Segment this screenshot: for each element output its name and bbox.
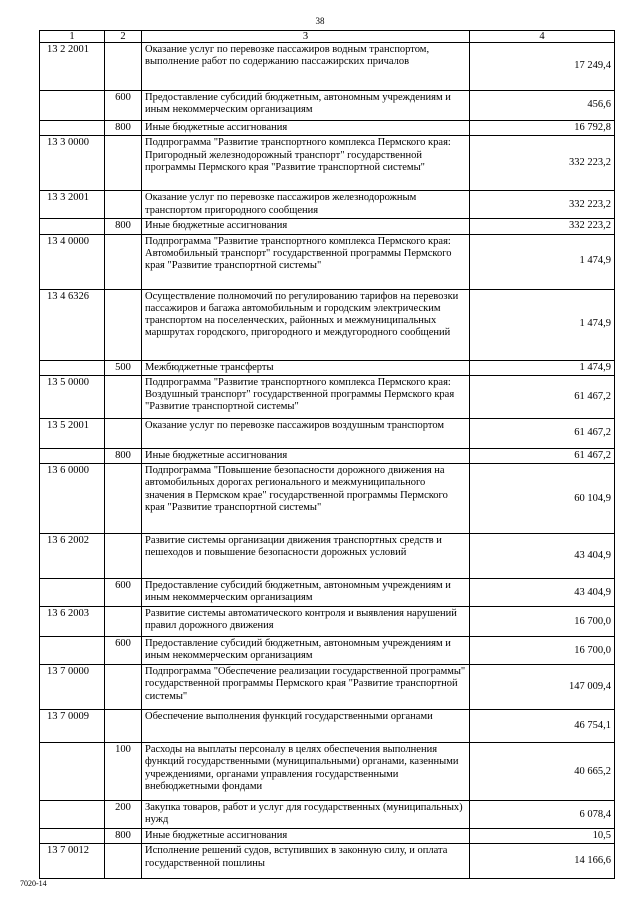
amount-cell: 61 467,2: [470, 418, 615, 448]
page-number: 38: [315, 16, 325, 26]
table-row: [40, 448, 615, 463]
code-cell: [40, 743, 105, 801]
code-cell: 13 3 0000: [40, 136, 105, 191]
subcode-cell: 800: [105, 219, 142, 234]
table-row: [40, 219, 615, 234]
amount-cell: 332 223,2: [470, 136, 615, 191]
amount-cell: 1 474,9: [470, 289, 615, 360]
code-cell: 13 4 0000: [40, 234, 105, 289]
table-row: [40, 136, 615, 191]
amount-cell: 147 009,4: [470, 665, 615, 710]
table-row: [40, 743, 615, 801]
amount-cell: 43 404,9: [470, 534, 615, 579]
budget-table: [39, 30, 615, 879]
code-cell: [40, 121, 105, 136]
amount-cell: 16 700,0: [470, 607, 615, 637]
code-cell: [40, 579, 105, 607]
code-cell: [40, 829, 105, 844]
description-cell: Иные бюджетные ассигнования: [142, 121, 470, 136]
subcode-cell: [105, 844, 142, 879]
table-row: [40, 43, 615, 91]
subcode-cell: [105, 607, 142, 637]
code-cell: [40, 637, 105, 665]
amount-cell: 17 249,4: [470, 43, 615, 91]
amount-cell: 14 166,6: [470, 844, 615, 879]
description-cell: Исполнение решений судов, вступивших в законную силу, и оплата государственной пошлины: [142, 844, 470, 879]
code-cell: [40, 360, 105, 375]
code-cell: 13 6 0000: [40, 464, 105, 534]
description-cell: Оказание услуг по перевозке пассажиров водным транспортом, выполнение работ по содержанию пассажирских причалов: [142, 43, 470, 91]
table-body: [40, 43, 615, 879]
amount-cell: 16 700,0: [470, 637, 615, 665]
description-cell: Иные бюджетные ассигнования: [142, 829, 470, 844]
subcode-cell: 800: [105, 121, 142, 136]
description-cell: Подпрограмма "Развитие транспортного комплекса Пермского края: Автомобильный транспорт" государственной программы Пермского края "Развитие транспортной системы": [142, 234, 470, 289]
description-cell: Иные бюджетные ассигнования: [142, 219, 470, 234]
code-cell: 13 6 2003: [40, 607, 105, 637]
subcode-cell: [105, 534, 142, 579]
table-row: [40, 665, 615, 710]
amount-cell: 10,5: [470, 829, 615, 844]
description-cell: Осуществление полномочий по регулированию тарифов на перевозки пассажиров и багажа автомобильным и городским электрическим транспортом на поселенческих, районных и межмуниципальных маршрутах городского, пригородного и междугородного сообщений: [142, 289, 470, 360]
description-cell: Подпрограмма "Развитие транспортного комплекса Пермского края: Пригородный железнодорожный транспорт" государственной программы Пермского края "Развитие транспортной системы": [142, 136, 470, 191]
code-cell: 13 5 2001: [40, 418, 105, 448]
table-row: [40, 234, 615, 289]
table-row: [40, 121, 615, 136]
subcode-cell: [105, 43, 142, 91]
code-cell: 13 2 2001: [40, 43, 105, 91]
subcode-cell: [105, 289, 142, 360]
column-header-row: [40, 31, 615, 43]
column-header-1: 1: [40, 31, 105, 43]
table-row: [40, 534, 615, 579]
code-cell: 13 7 0009: [40, 710, 105, 743]
description-cell: Подпрограмма "Развитие транспортного комплекса Пермского края: Воздушный транспорт" государственной программы Пермского края "Развитие транспортной системы": [142, 375, 470, 418]
amount-cell: 332 223,2: [470, 191, 615, 219]
amount-cell: 6 078,4: [470, 801, 615, 829]
amount-cell: 1 474,9: [470, 360, 615, 375]
code-cell: [40, 91, 105, 121]
description-cell: Закупка товаров, работ и услуг для государственных (муниципальных) нужд: [142, 801, 470, 829]
subcode-cell: [105, 665, 142, 710]
description-cell: Предоставление субсидий бюджетным, автономным учреждениям и иным некоммерческим организациям: [142, 91, 470, 121]
amount-cell: 61 467,2: [470, 448, 615, 463]
column-header-2: 2: [105, 31, 142, 43]
code-cell: 13 5 0000: [40, 375, 105, 418]
amount-cell: 46 754,1: [470, 710, 615, 743]
code-cell: 13 7 0000: [40, 665, 105, 710]
table-row: [40, 844, 615, 879]
description-cell: Расходы на выплаты персоналу в целях обеспечения выполнения функций государственными (муниципальными) органами, казенными учреждениями, органами управления государственными внебюджетными фондами: [142, 743, 470, 801]
footer-code: 7020-14: [20, 879, 47, 888]
subcode-cell: [105, 375, 142, 418]
subcode-cell: [105, 418, 142, 448]
table-row: [40, 191, 615, 219]
subcode-cell: [105, 234, 142, 289]
description-cell: Развитие системы организации движения транспортных средств и пешеходов и повышение безопасности дорожных условий: [142, 534, 470, 579]
description-cell: Подпрограмма "Повышение безопасности дорожного движения на автомобильных дорогах регионального и межмуниципального значения в Пермском крае" государственной программы Пермского края "Развитие транспортной системы": [142, 464, 470, 534]
subcode-cell: [105, 136, 142, 191]
amount-cell: 40 665,2: [470, 743, 615, 801]
column-header-4: 4: [470, 31, 615, 43]
amount-cell: 16 792,8: [470, 121, 615, 136]
table-row: [40, 579, 615, 607]
amount-cell: 61 467,2: [470, 375, 615, 418]
table-row: [40, 360, 615, 375]
description-cell: Развитие системы автоматического контроля и выявления нарушений правил дорожного движения: [142, 607, 470, 637]
code-cell: 13 3 2001: [40, 191, 105, 219]
subcode-cell: 800: [105, 829, 142, 844]
code-cell: 13 7 0012: [40, 844, 105, 879]
table-row: [40, 829, 615, 844]
description-cell: Обеспечение выполнения функций государственными органами: [142, 710, 470, 743]
subcode-cell: [105, 191, 142, 219]
table-row: [40, 91, 615, 121]
code-cell: [40, 219, 105, 234]
amount-cell: 60 104,9: [470, 464, 615, 534]
table-row: [40, 607, 615, 637]
column-header-3: 3: [142, 31, 470, 43]
table-row: [40, 289, 615, 360]
description-cell: Межбюджетные трансферты: [142, 360, 470, 375]
subcode-cell: 600: [105, 637, 142, 665]
subcode-cell: 100: [105, 743, 142, 801]
table-row: [40, 464, 615, 534]
amount-cell: 456,6: [470, 91, 615, 121]
table-row: [40, 637, 615, 665]
code-cell: 13 4 6326: [40, 289, 105, 360]
description-cell: Предоставление субсидий бюджетным, автономным учреждениям и иным некоммерческим организациям: [142, 579, 470, 607]
table-row: [40, 418, 615, 448]
code-cell: [40, 801, 105, 829]
amount-cell: 43 404,9: [470, 579, 615, 607]
description-cell: Иные бюджетные ассигнования: [142, 448, 470, 463]
subcode-cell: [105, 464, 142, 534]
subcode-cell: [105, 710, 142, 743]
description-cell: Оказание услуг по перевозке пассажиров железнодорожным транспортом пригородного сообщения: [142, 191, 470, 219]
table-row: [40, 375, 615, 418]
amount-cell: 1 474,9: [470, 234, 615, 289]
subcode-cell: 500: [105, 360, 142, 375]
description-cell: Оказание услуг по перевозке пассажиров воздушным транспортом: [142, 418, 470, 448]
subcode-cell: 200: [105, 801, 142, 829]
subcode-cell: 800: [105, 448, 142, 463]
code-cell: 13 6 2002: [40, 534, 105, 579]
subcode-cell: 600: [105, 579, 142, 607]
subcode-cell: 600: [105, 91, 142, 121]
table-row: [40, 801, 615, 829]
amount-cell: 332 223,2: [470, 219, 615, 234]
description-cell: Подпрограмма "Обеспечение реализации государственной программы" государственной программы Пермского края "Развитие транспортной системы": [142, 665, 470, 710]
description-cell: Предоставление субсидий бюджетным, автономным учреждениям и иным некоммерческим организациям: [142, 637, 470, 665]
table-row: [40, 710, 615, 743]
code-cell: [40, 448, 105, 463]
